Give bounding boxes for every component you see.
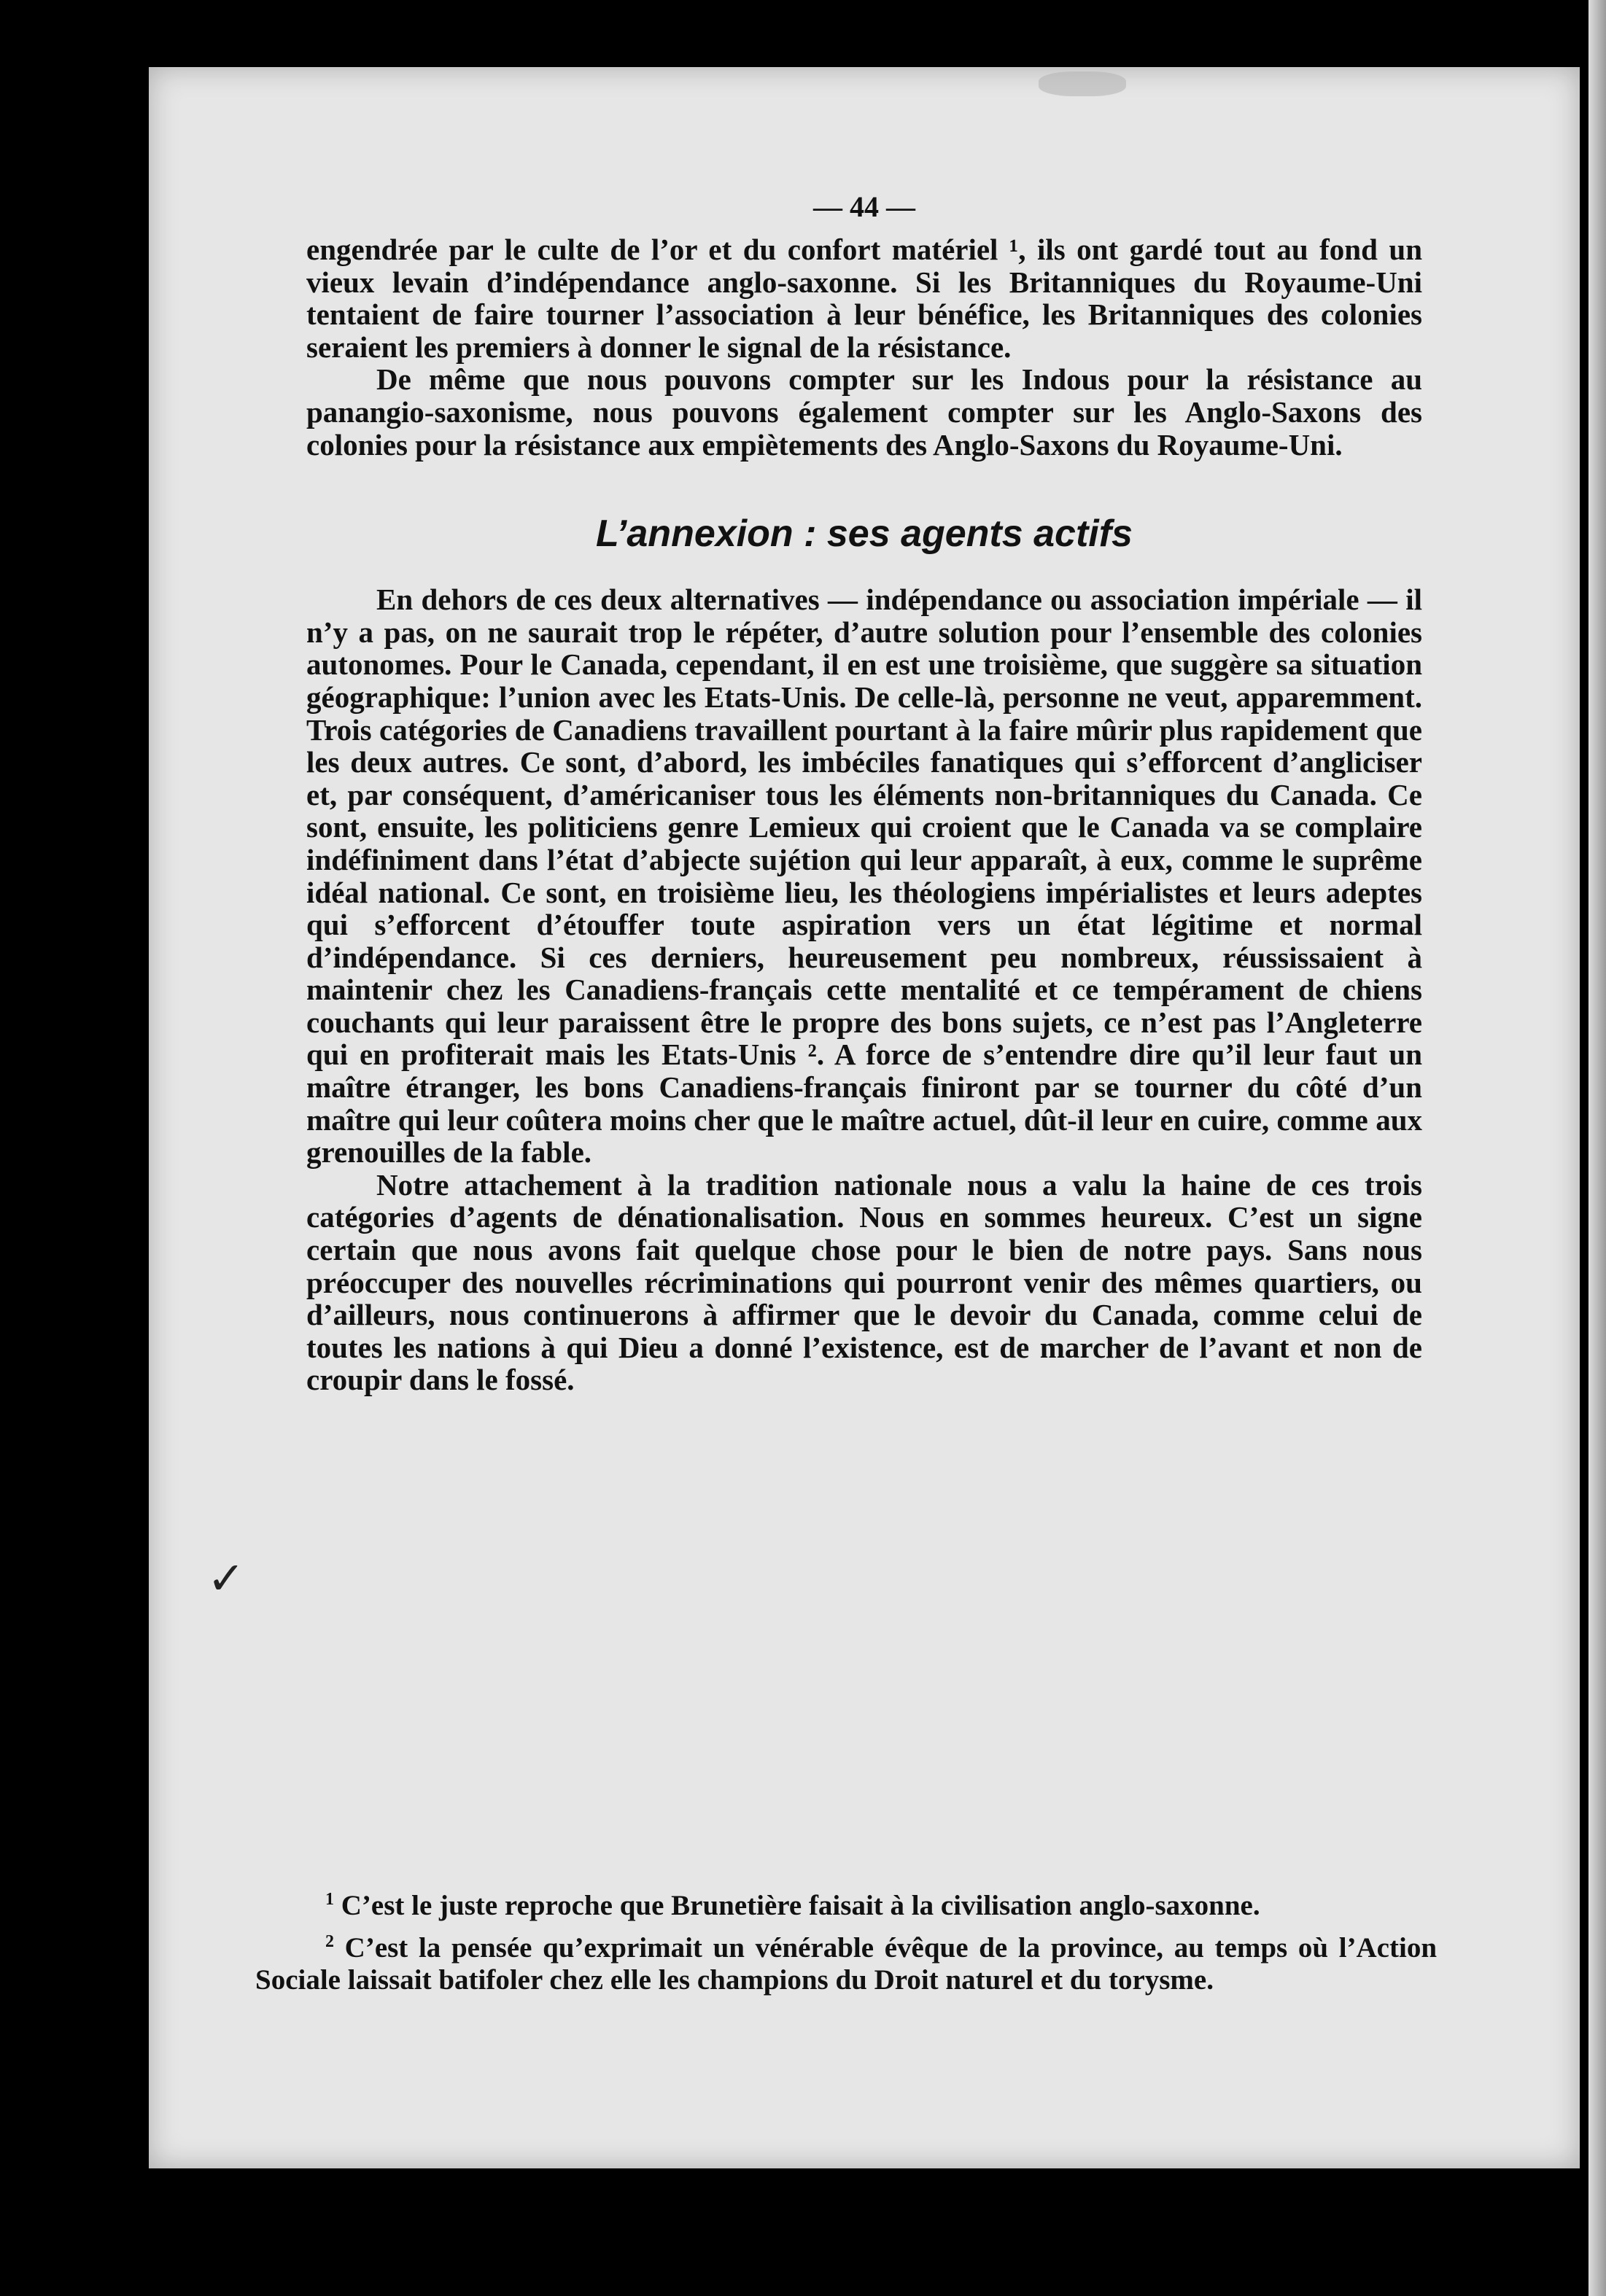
footnote-1-marker: 1 — [325, 1890, 334, 1909]
footnote-2-marker: 2 — [325, 1932, 334, 1951]
body-text — [306, 233, 1422, 1396]
margin-checkmark-icon: ✓ — [207, 1552, 245, 1605]
footnote-2-text: C’est la pensée qu’exprimait un vénérable évêque de la province, au temps où l’Action Sociale laissait batifoler chez elle les champions du Droit naturel et du torysme. — [255, 1932, 1438, 1996]
section-heading: L’annexion : ses agents actifs — [596, 513, 1133, 556]
paragraph-attachement: Notre attachement à la tradition nationale nous a valu la haine de ces trois catégories d’agents de dénationalisation. Nous en sommes heureux. C’est un signe certain que nous avons fait quelque chose pour le bien de notre pays. Sans nous préoccuper des nouvelles récriminations qui pourront venir des mêmes quartiers, ou d’ailleurs, nous continuerons à affirmer que le devoir du Canada, comme celui de toutes les nations à qui Dieu a donné l’existence, est de marcher de l’avant et non de croupir dans le fossé. — [306, 1167, 1422, 1397]
paragraph-alternatives: En dehors de ces deux alternatives — indépendance ou association impériale — il n’y a pas, on ne saurait trop le répéter, d’autre solution pour l’ensemble des colonies autonomes. Pour le Canada, cependant, il en est une troisième, que suggère sa situation géographique: l’union avec les Etats-Unis. De celle-là, personne ne veut, apparemment. Trois catégories de Canadiens travaillent pourtant à la faire mûrir plus rapidement que les deux autres. Ce sont, d’abord, les imbéciles fanatiques qui s’efforcent d’angliciser et, par conséquent, d’américaniser tous les éléments non-britanniques du Canada. Ce sont, ensuite, les politiciens genre Lemieux qui croient que le Canada va se complaire indéfiniment dans l’état d’abjecte sujétion qui leur apparaît, à eux, comme le suprême idéal national. Ce sont, en troisième lieu, les théologiens impérialistes et leurs adeptes qui s’efforcent d’étouffer toute aspiration vers un état légitime et normal d’indépendance. Si ces derniers, heureusement peu nombreux, réussissaient à maintenir chez les Canadiens-français cette mentalité et ce tempérament de chiens couchants qui leur paraissent être le propre des bons sujets, ce n’est pas l’Angleterre qui en profiterait mais les Etats-Unis ². A force de s’entendre dire qu’il leur faut un maître étranger, les bons Canadiens-français finiront par se tourner du côté d’un maître qui leur coûtera moins cher que le maître actuel, dût-il leur en cuire, comme aux grenouilles de la fable. — [306, 583, 1422, 1170]
footnote-2 — [255, 1932, 1437, 1996]
ink-smudge — [1039, 71, 1126, 96]
paragraph-indous: De même que nous pouvons compter sur les Indous pour la résistance au panangio-saxonisme, nous pouvons également compter sur les Anglo-Saxons des colonies pour la résistance aux empiètements des Anglo-Saxons du Royaume-Uni. — [306, 362, 1422, 462]
book-page — [149, 67, 1580, 2168]
footnote-1 — [255, 1890, 1437, 1922]
paragraph-continuation: engendrée par le culte de l’or et du confort matériel ¹, ils ont gardé tout au fond un vieux levain d’indépendance anglo-saxonne. Si les Britanniques du Royaume-Uni tentaient de faire tourner l’association à leur bénéfice, les Britanniques des colonies seraient les premiers à donner le signal de la résistance. — [306, 233, 1422, 364]
book-spine-edge — [1588, 0, 1606, 2296]
footnote-1-text: C’est le juste reproche que Brunetière faisait à la civilisation anglo-saxonne. — [341, 1890, 1260, 1921]
page-number: — 44 — — [813, 190, 915, 223]
footnotes — [255, 1890, 1437, 2007]
